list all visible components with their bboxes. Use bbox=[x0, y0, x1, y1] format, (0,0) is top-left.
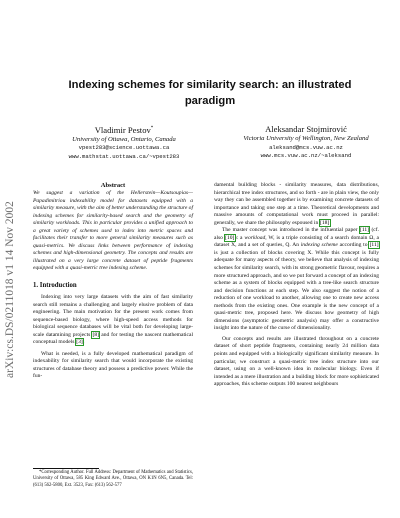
author-block-pestov bbox=[39, 123, 209, 161]
author-block-stojmirovic bbox=[221, 123, 391, 160]
author-affiliation: University of Ottawa, Ontario, Canada bbox=[72, 135, 176, 143]
citation-link[interactable]: [10] bbox=[225, 234, 235, 241]
right-column bbox=[214, 182, 379, 389]
citation-link[interactable]: [3] bbox=[76, 339, 83, 346]
intro-paragraph-2: What is needed, is a fully developed mathematical paradigm of indexability for similarity search that would incorporate the existing structures of database theory and possess a predictive power. While the fun- bbox=[33, 350, 193, 380]
footnote-divider bbox=[33, 468, 99, 469]
section-heading-introduction: 1. Introduction bbox=[33, 282, 77, 290]
arxiv-identifier-stamp: arXiv:cs.DS/0211018 v1 14 Nov 2002 bbox=[4, 201, 16, 378]
intro-paragraph-1: Indexing into very large datasets with the aim of fast similarity search still remains a challenging and largely elusive problem of data engineering. The main motivation for the present work comes from sequence-based biology, where high-speed access methods for biological sequence databases will be vital both for developing large-scale datamining projects [8] and for testing the nascent mathematical conceptual models [3]. bbox=[33, 294, 194, 346]
author-name: Aleksandar Stojmirović bbox=[265, 124, 347, 134]
abstract-text: We suggest a variation of the Hellerstein—Koutsoupias—Papadimitriou indexability model for datasets equipped with a similarity measure, with the aim of better understanding the structure of indexing schemes for similarity-based search and the geometry of similarity workloads. This in particular provides a unified approach to a great variety of schemes used to index into metric spaces and facilitates their transfer to more general similarity measures such as quasi-metrics. We discuss links between performance of indexing schemes and high-dimensional geometry. The concepts and results are illustrated on a very large concrete dataset of peptide fragments equipped with a quasi-metric tree indexing scheme. bbox=[33, 190, 193, 272]
paper-title bbox=[30, 78, 390, 109]
author-affiliation: Victoria University of Wellington, New Zealand bbox=[243, 135, 369, 142]
paper-title-line-2: paradigm bbox=[184, 94, 236, 107]
right-paragraph-2: The master concept was introduced in the influential paper [11] (cf. also [10]): a workload, W, is a triple consisting of a search domain Ω, a dataset X, and a set of queries, Q. An indexing scheme according to [11] is just a collection of blocks covering X. While this concept is fully adequate for many aspects of theory, we believe that analysis of indexing schemes for similarity search, with its strong geometric flavour, requires a more structured approach, and so we put forward a concept of an indexing scheme as a system of blocks equipped with a tree-like search structure and decision functions at each step. We also suggest the notion of a reduction of one workload to another, allowing one to create new access methods from the existing ones. One example is the new concept of a quasi-metric tree, proposed here. We discuss how geometry of high dimensions (asymptotic geometric analysis) may offer a constructive insight into the nature of the curse of dimensionality. bbox=[214, 227, 380, 332]
citation-link[interactable]: [18] bbox=[320, 219, 330, 226]
left-column bbox=[33, 181, 193, 381]
right-paragraph-1: damental building blocks - similarity measures, data distributions, hierarchical tree index structures, and so forth - are in plain view, the only way they can be assembled together is by examining concrete datasets of importance and taking one step at a time. Theoretical developments and massive amounts of computational work must proceed in parallel: generally, we share the philosophy espoused in [18]. bbox=[214, 182, 379, 226]
author-homepage-url[interactable]: www.mathstat.uottawa.ca/~vpest283 bbox=[68, 152, 180, 160]
paper-title-line-1: Indexing schemes for similarity search: an illustrated bbox=[68, 79, 352, 91]
citation-link[interactable]: [11] bbox=[369, 242, 379, 249]
citation-link[interactable]: [11] bbox=[359, 227, 370, 234]
right-paragraph-3: Our concepts and results are illustrated throughout on a concrete dataset of short peptide fragments, containing nearly 24 million data points and equipped with a biologically significant similarity measure. In particular, we construct a quasi-metric tree index structure into our dataset, using on a well-known idea in molecular biology. Even if intended as a mere illustration and a building block for more sophisticated approaches, this scheme outputs 100 nearest neighbours bbox=[214, 335, 379, 388]
author-name: Vladimir Pestov* bbox=[94, 124, 154, 135]
author-email[interactable]: aleksand@mcs.vuw.ac.nz bbox=[269, 143, 343, 151]
author-email[interactable]: vpest283@science.uottawa.ca bbox=[78, 144, 170, 152]
author-homepage-url[interactable]: www.mcs.vuw.ac.nz/~aleksand bbox=[260, 152, 352, 159]
corresponding-author-footnote: *Corresponding Author. Full Address: Department of Mathematics and Statistics, University of Ottawa, 585 King Edward Ave., Ottawa, ON K1N 6N5, Canada. Tel: (613) 562-5800, Ext. 3523, Fax: (613) 562-577 bbox=[33, 470, 193, 488]
abstract-heading: Abstract bbox=[100, 182, 126, 189]
citation-link[interactable]: [8] bbox=[92, 331, 99, 338]
